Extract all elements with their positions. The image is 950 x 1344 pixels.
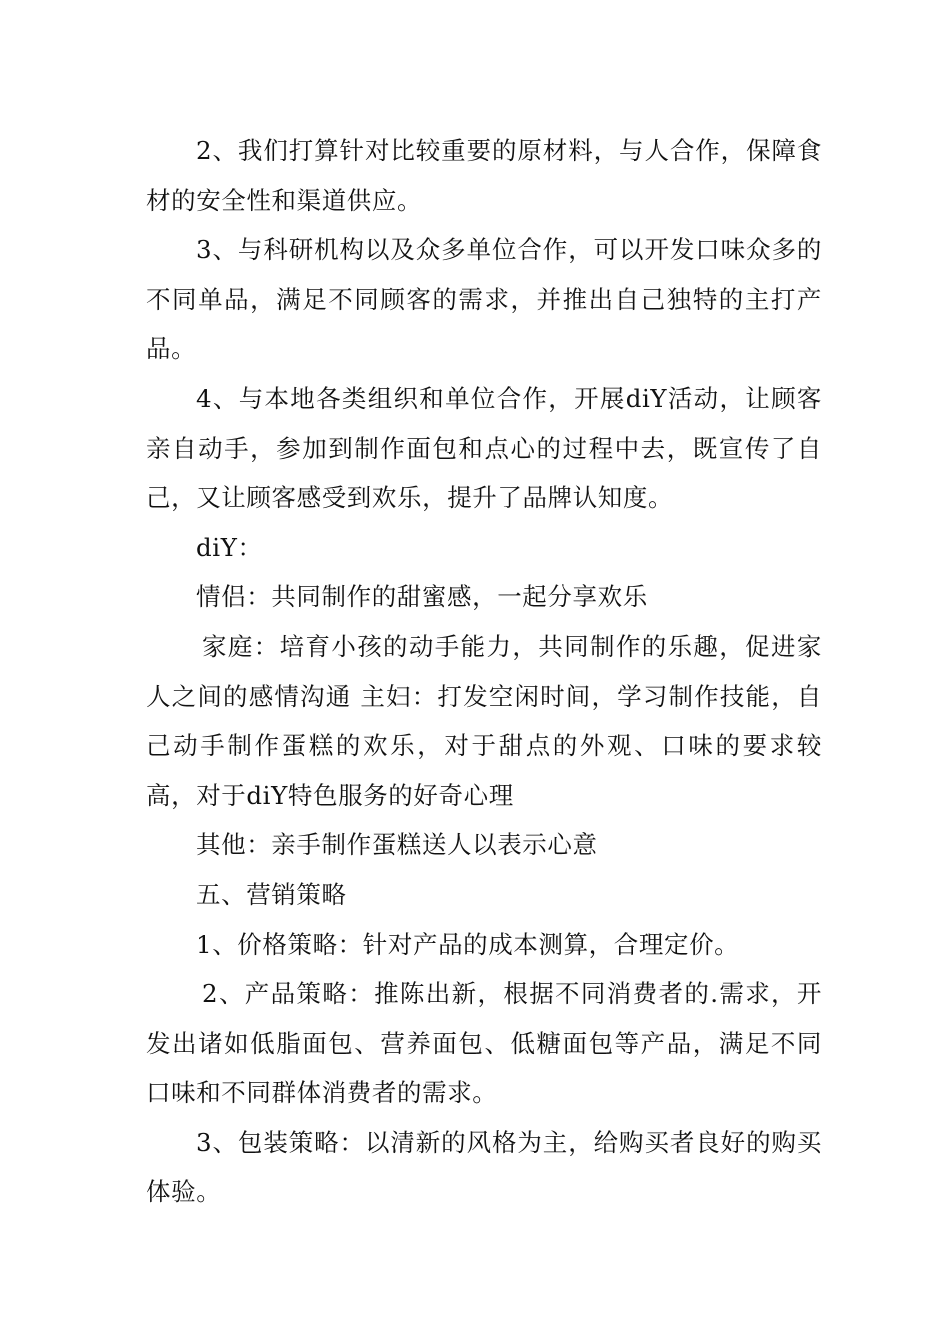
paragraph-diy-activity: 4、与本地各类组织和单位合作，开展diY活动，让顾客亲自动手，参加到制作面包和点心的过程中去，既宣传了自己，又让顾客感受到欢乐，提升了品牌认知度。 bbox=[146, 383, 822, 513]
paragraph-raw-material-cooperation: 2、我们打算针对比较重要的原材料，与人合作，保障食材的安全性和渠道供应。 bbox=[146, 136, 822, 215]
paragraph-product-strategy: 2、产品策略：推陈出新，根据不同消费者的.需求，开发出诸如低脂面包、营养面包、低糖面包等产品，满足不同口味和不同群体消费者的需求。 bbox=[146, 979, 822, 1108]
section-heading-marketing-strategy: 五、营销策略 bbox=[196, 879, 347, 909]
paragraph-diy-heading: diY： bbox=[196, 532, 263, 562]
paragraph-couples: 情侣：共同制作的甜蜜感，一起分享欢乐 bbox=[196, 582, 648, 612]
paragraph-packaging-strategy: 3、包装策略：以清新的风格为主，给购买者良好的购买体验。 bbox=[146, 1127, 822, 1207]
paragraph-price-strategy: 1、价格策略：针对产品的成本测算，合理定价。 bbox=[196, 929, 740, 959]
document-body bbox=[146, 126, 822, 1217]
paragraph-research-cooperation: 3、与科研机构以及众多单位合作，可以开发口味众多的不同单品，满足不同顾客的需求，并推出自己独特的主打产品。 bbox=[146, 235, 822, 364]
paragraph-family-housewife: 家庭：培育小孩的动手能力，共同制作的乐趣，促进家人之间的感情沟通 主妇：打发空闲时间，学习制作技能，自己动手制作蛋糕的欢乐，对于甜点的外观、口味的要求较高，对于diY特色服务的好奇心理 bbox=[146, 631, 822, 810]
paragraph-others: 其他：亲手制作蛋糕送人以表示心意 bbox=[196, 830, 598, 860]
